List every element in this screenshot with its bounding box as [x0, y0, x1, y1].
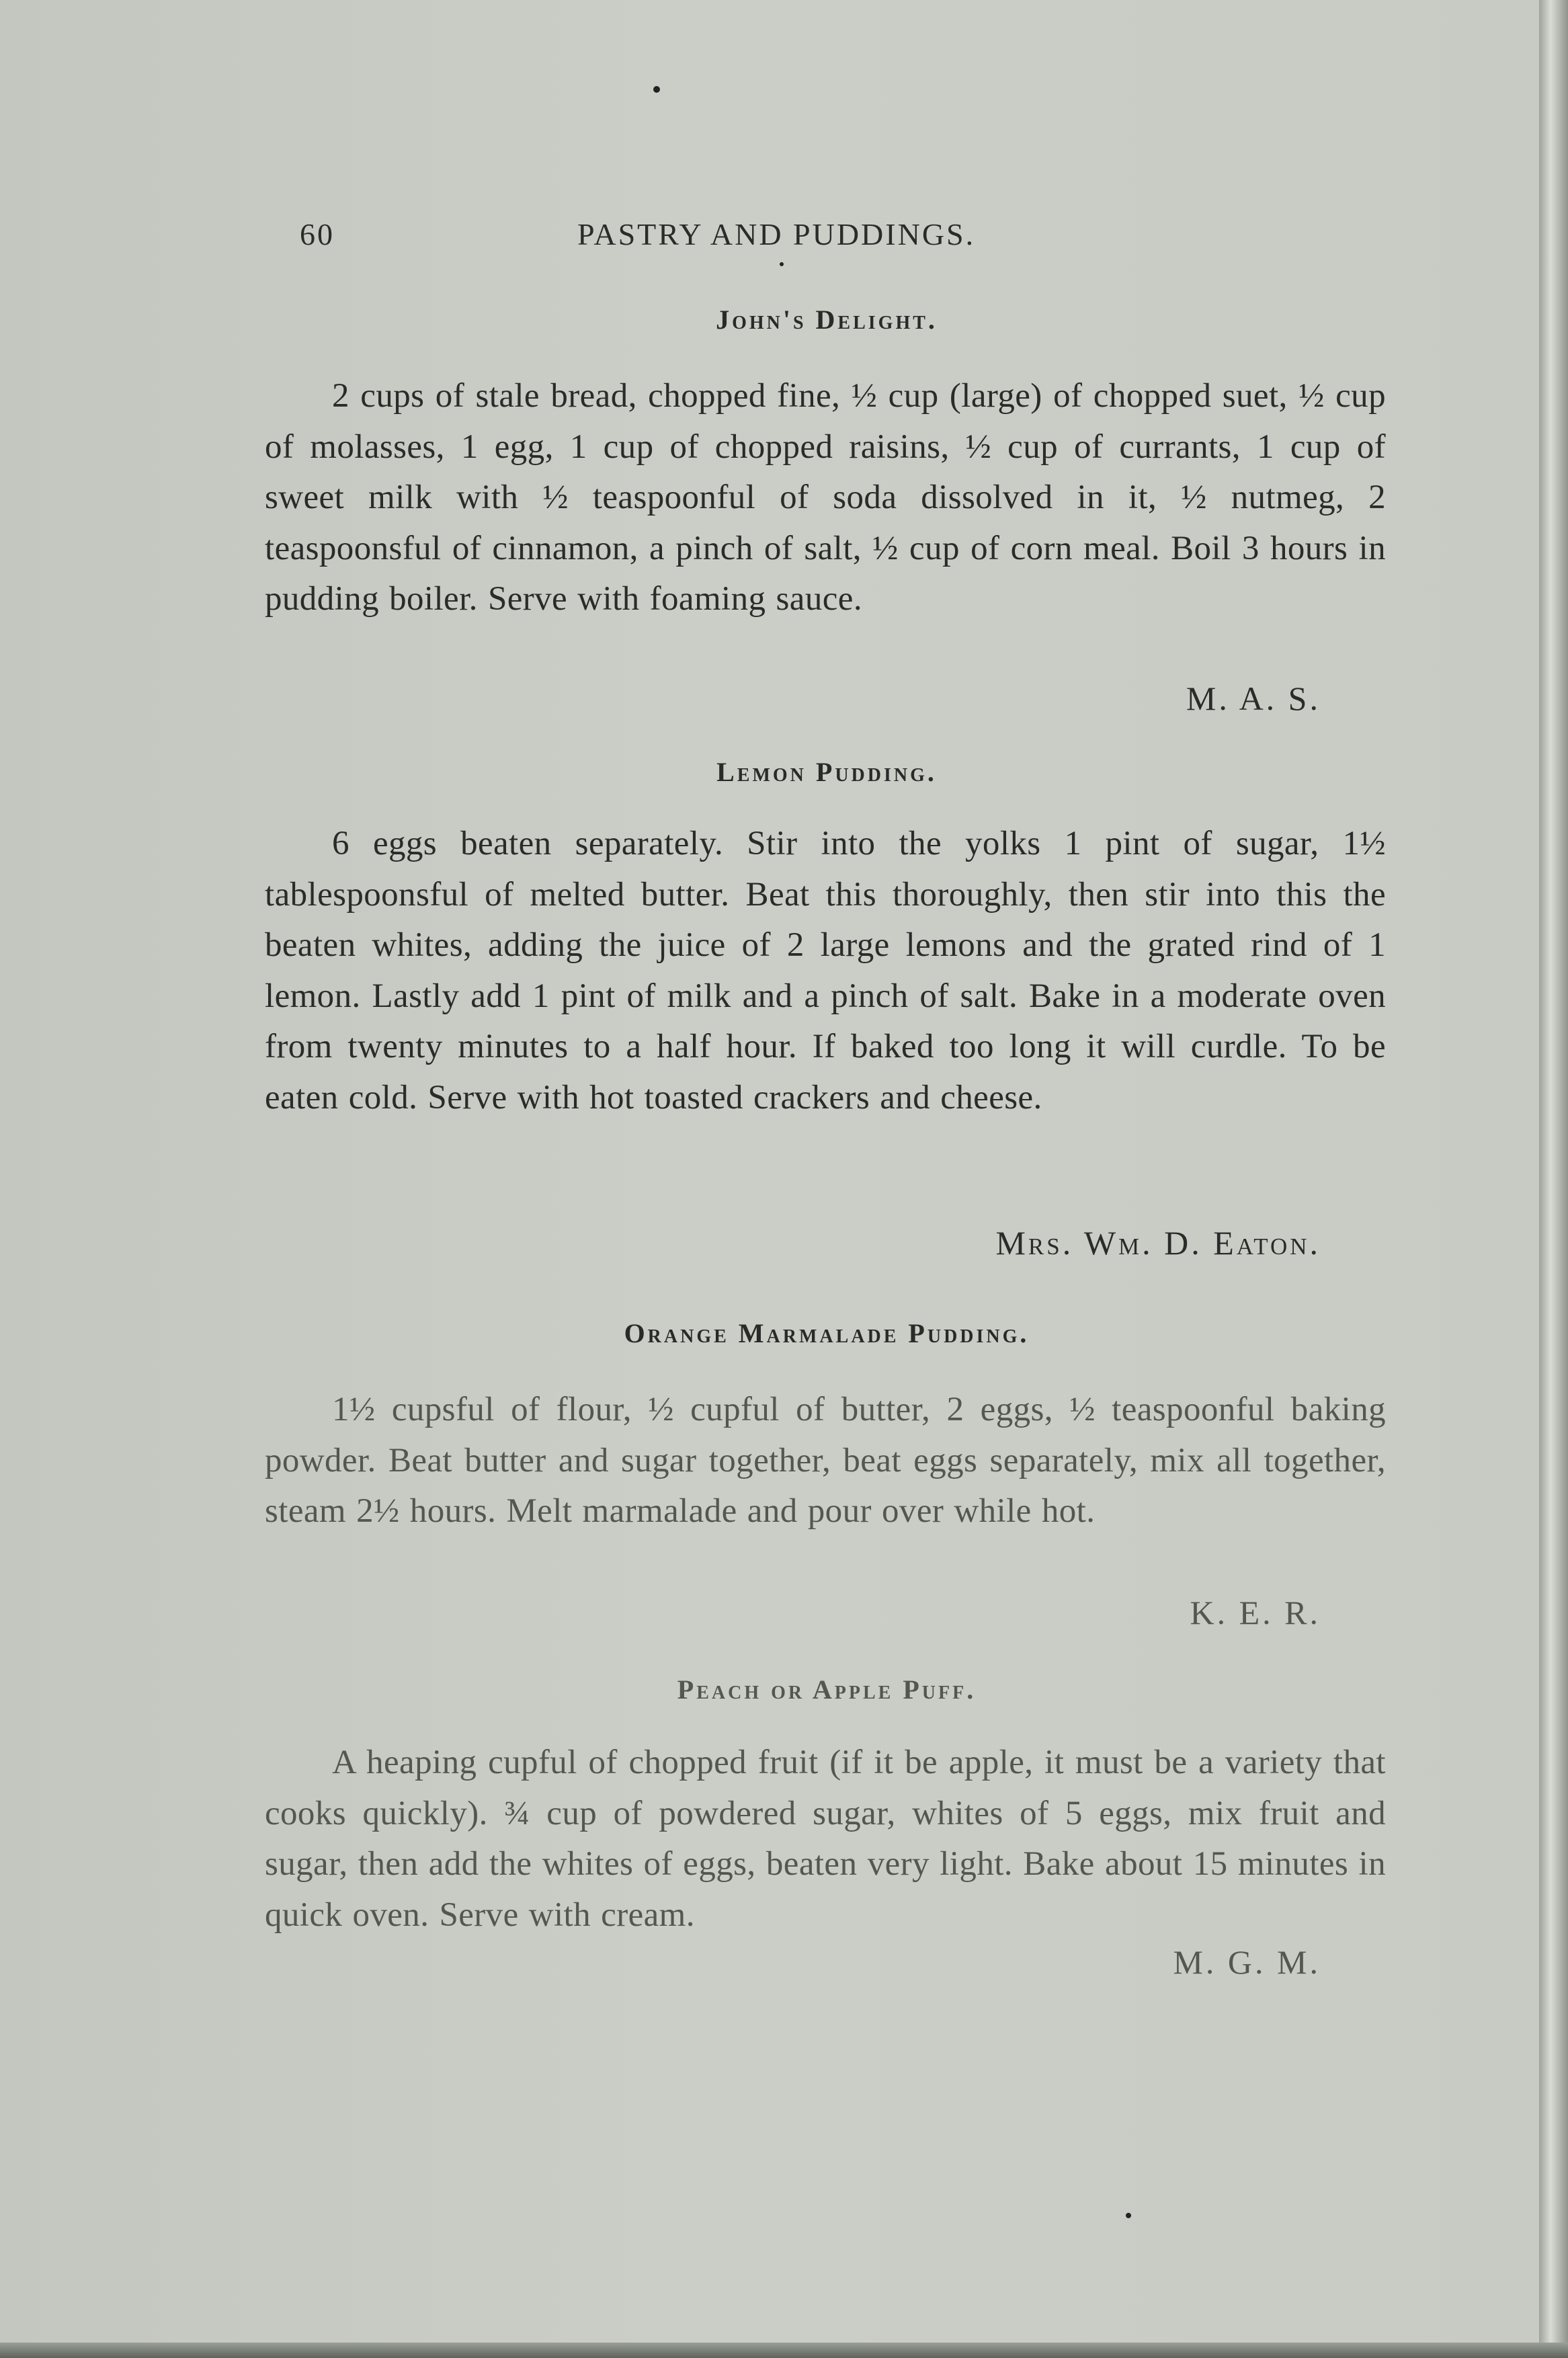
recipe-title: Peach or Apple Puff.: [677, 1674, 977, 1705]
recipe-body: A heaping cupful of chopped fruit (if it be apple, it must be a variety that cooks quickly). ¾ cup of powdered sugar, whites of 5 eggs, mix fruit and sugar, then add the whites of eggs, beaten very light. Bake about 15 minutes in quick oven. Serve with cream.: [265, 1744, 1386, 1934]
recipe-body: 1½ cupsful of flour, ½ cupful of butter, 2 eggs, ½ teaspoonful baking powder. Beat butter and sugar together, beat eggs separately, mix all together, steam 2½ hours. Melt marmalade and pour over while hot.: [265, 1391, 1386, 1530]
recipe-body: 2 cups of stale bread, chopped fine, ½ cup (large) of chopped suet, ½ cup of molasses, 1 egg, 1 cup of chopped raisins, ½ cup of currants, 1 cup of sweet milk with ½ teaspoonful of soda dissolved in it, ½ nutmeg, 2 teaspoonsful of cinnamon, a pinch of salt, ½ cup of corn meal. Boil 3 hours in pudding boiler. Serve with foaming sauce.: [265, 377, 1386, 618]
recipe-title: John's Delight.: [716, 304, 938, 335]
recipe-body: 6 eggs beaten separately. Stir into the yolks 1 pint of sugar, 1½ tablespoonsful of melted butter. Beat this thoroughly, then stir into this the beaten whites, adding the juice of 2 large lemons and the grated rind of 1 lemon. Lastly add 1 pint of milk and a pinch of salt. Bake in a moderate oven from twenty minutes to a half hour. If baked too long it will curdle. To be eaten cold. Serve with hot toasted crackers and cheese.: [265, 825, 1386, 1116]
recipe-signature: M. G. M.: [1173, 1943, 1321, 1981]
recipe-title: Lemon Pudding.: [716, 757, 937, 787]
recipe-title: Orange Marmalade Pudding.: [624, 1318, 1030, 1348]
page-edge-bottom: [0, 2343, 1568, 2358]
running-head: [300, 216, 1389, 263]
ink-speck: [653, 86, 660, 93]
recipe-signature: Mrs. Wm. D. Eaton.: [995, 1224, 1321, 1262]
running-title: PASTRY AND PUDDINGS.: [577, 217, 976, 251]
page-number: 60: [300, 217, 335, 251]
recipe-signature: K. E. R.: [1190, 1594, 1321, 1631]
page-edge-right: [1539, 0, 1568, 2358]
recipe-signature: M. A. S.: [1186, 680, 1321, 717]
ink-speck: [1126, 2213, 1131, 2218]
